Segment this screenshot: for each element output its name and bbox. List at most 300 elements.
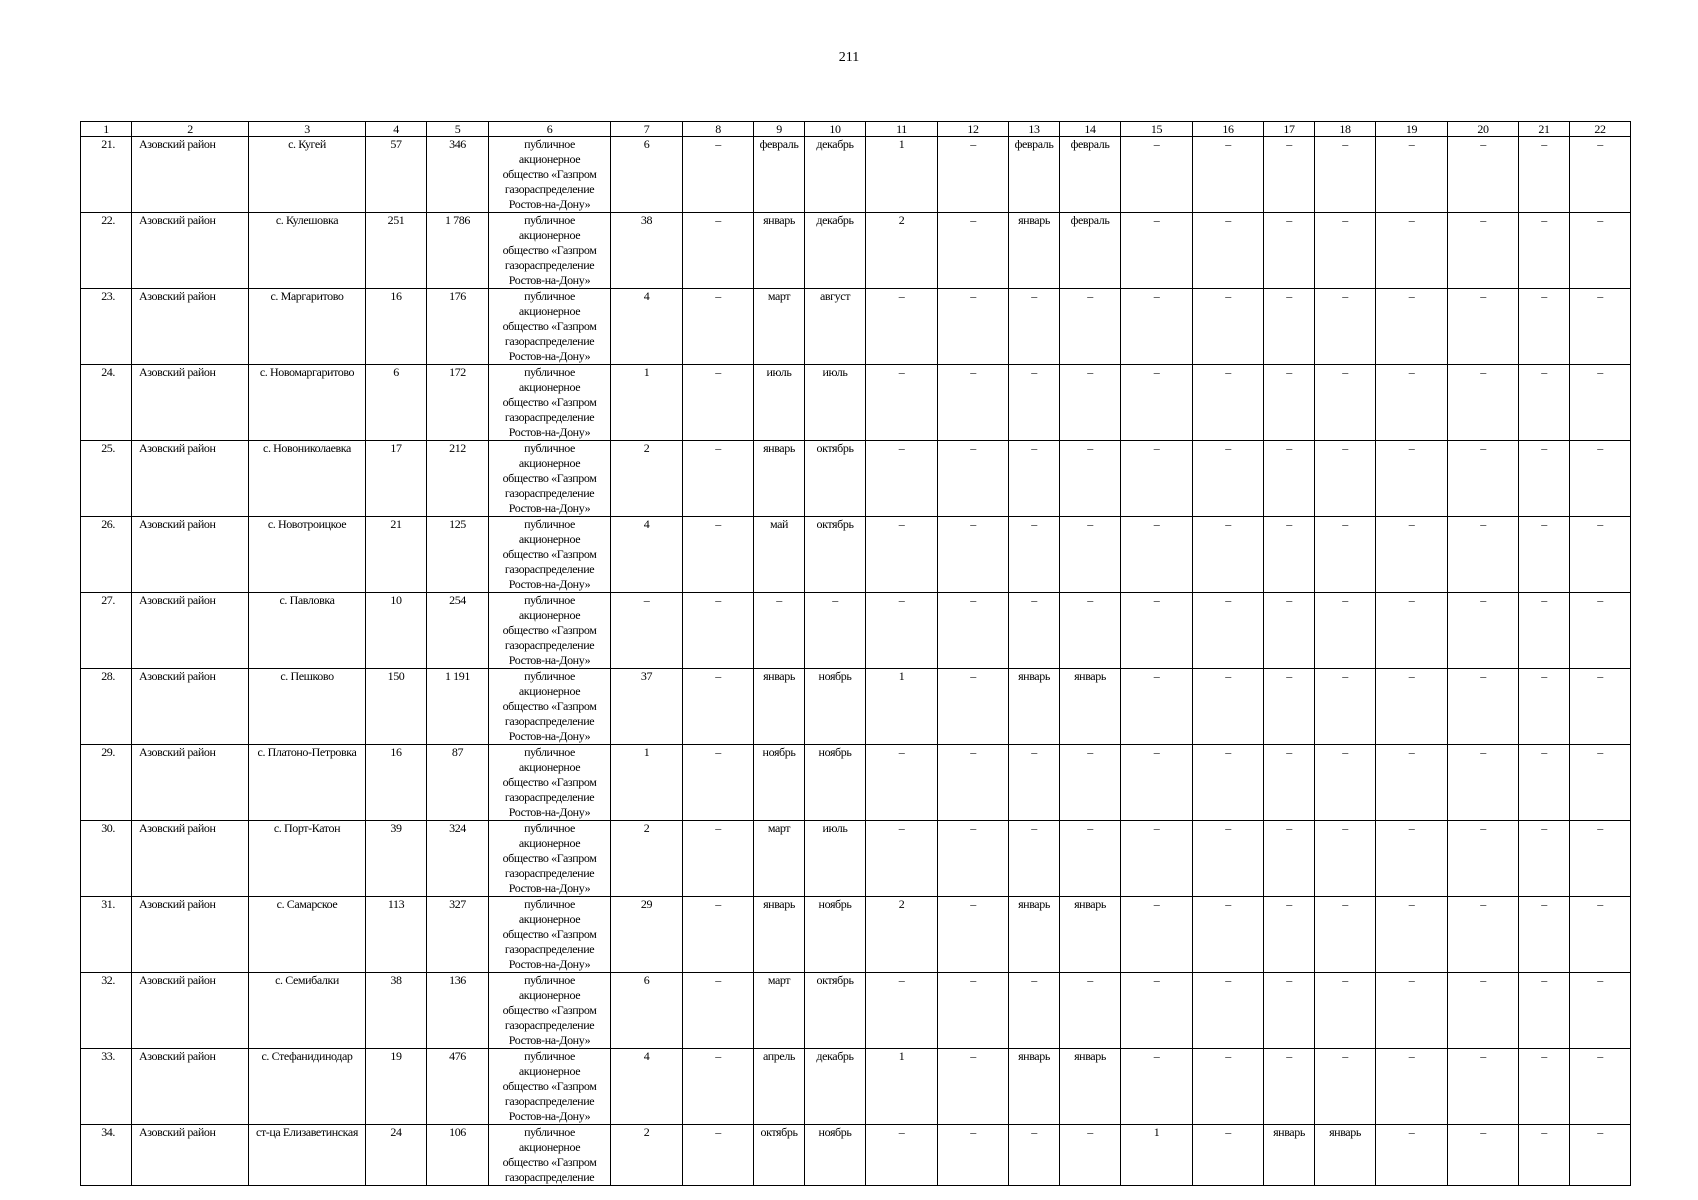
cell-c9: январь xyxy=(754,669,805,745)
cell-c12: – xyxy=(938,593,1009,669)
cell-c5: 1 786 xyxy=(427,213,489,289)
cell-c12: – xyxy=(938,669,1009,745)
operator-line: публичное xyxy=(524,441,575,455)
cell-c20: – xyxy=(1448,1125,1519,1186)
cell-c17: – xyxy=(1264,365,1315,441)
operator-line: газораспределение xyxy=(504,182,595,196)
table-row xyxy=(81,973,1631,1049)
column-header-21: 21 xyxy=(1519,122,1570,137)
operator-line: акционерное xyxy=(518,532,581,546)
cell-district: Азовский район xyxy=(132,1049,249,1125)
cell-c5: 324 xyxy=(427,821,489,897)
cell-c14: – xyxy=(1060,517,1121,593)
cell-c10: октябрь xyxy=(805,441,866,517)
operator-line: публичное xyxy=(524,1049,575,1063)
cell-c11: – xyxy=(866,745,938,821)
cell-c16: – xyxy=(1193,669,1264,745)
cell-c20: – xyxy=(1448,289,1519,365)
cell-c5: 346 xyxy=(427,137,489,213)
operator-line: газораспределение xyxy=(504,486,595,500)
operator-line: акционерное xyxy=(518,304,581,318)
cell-c12: – xyxy=(938,745,1009,821)
cell-n: 33. xyxy=(81,1049,132,1125)
cell-c16: – xyxy=(1193,973,1264,1049)
cell-c18: – xyxy=(1315,213,1376,289)
cell-c12: – xyxy=(938,365,1009,441)
operator-cell xyxy=(489,137,611,213)
operator-line: Ростов-на-Дону» xyxy=(508,577,591,591)
cell-c18: – xyxy=(1315,821,1376,897)
column-header-5: 5 xyxy=(427,122,489,137)
operator-line: акционерное xyxy=(518,1140,581,1154)
cell-c7: 2 xyxy=(611,441,683,517)
cell-c22: – xyxy=(1570,745,1631,821)
cell-c22: – xyxy=(1570,1049,1631,1125)
cell-c13: январь xyxy=(1009,1049,1060,1125)
cell-c14: – xyxy=(1060,745,1121,821)
cell-locality: с. Маргаритово xyxy=(249,289,366,365)
cell-c10: ноябрь xyxy=(805,669,866,745)
cell-c4: 113 xyxy=(366,897,427,973)
column-header-14: 14 xyxy=(1060,122,1121,137)
cell-c22: – xyxy=(1570,441,1631,517)
cell-c12: – xyxy=(938,137,1009,213)
cell-c12: – xyxy=(938,897,1009,973)
cell-c16: – xyxy=(1193,897,1264,973)
cell-c10: ноябрь xyxy=(805,897,866,973)
cell-c5: 106 xyxy=(427,1125,489,1186)
column-header-16: 16 xyxy=(1193,122,1264,137)
cell-c18: – xyxy=(1315,517,1376,593)
operator-line: акционерное xyxy=(518,228,581,242)
column-header-4: 4 xyxy=(366,122,427,137)
cell-c13: февраль xyxy=(1009,137,1060,213)
cell-c11: 1 xyxy=(866,1049,938,1125)
cell-c22: – xyxy=(1570,593,1631,669)
operator-line: публичное xyxy=(524,669,575,683)
column-header-17: 17 xyxy=(1264,122,1315,137)
cell-c7: 37 xyxy=(611,669,683,745)
operator-line: публичное xyxy=(524,1125,575,1139)
cell-c21: – xyxy=(1519,897,1570,973)
cell-c20: – xyxy=(1448,593,1519,669)
cell-c10: – xyxy=(805,593,866,669)
cell-c5: 327 xyxy=(427,897,489,973)
cell-c16: – xyxy=(1193,821,1264,897)
cell-c8: – xyxy=(683,213,754,289)
cell-c14: февраль xyxy=(1060,137,1121,213)
cell-locality: с. Семибалки xyxy=(249,973,366,1049)
cell-c19: – xyxy=(1376,365,1448,441)
cell-c11: – xyxy=(866,821,938,897)
column-header-13: 13 xyxy=(1009,122,1060,137)
cell-c8: – xyxy=(683,821,754,897)
cell-c8: – xyxy=(683,897,754,973)
cell-locality: ст-ца Елизаветинская xyxy=(249,1125,366,1186)
cell-c15: – xyxy=(1121,213,1193,289)
cell-c4: 24 xyxy=(366,1125,427,1186)
cell-c9: март xyxy=(754,973,805,1049)
cell-c9: январь xyxy=(754,213,805,289)
cell-locality: с. Кугей xyxy=(249,137,366,213)
cell-c9: – xyxy=(754,593,805,669)
cell-c11: 1 xyxy=(866,137,938,213)
operator-line: общество «Газпром xyxy=(502,167,597,181)
cell-c15: – xyxy=(1121,669,1193,745)
cell-c14: – xyxy=(1060,441,1121,517)
cell-district: Азовский район xyxy=(132,745,249,821)
cell-district: Азовский район xyxy=(132,365,249,441)
column-header-12: 12 xyxy=(938,122,1009,137)
cell-c8: – xyxy=(683,593,754,669)
cell-district: Азовский район xyxy=(132,289,249,365)
cell-c13: январь xyxy=(1009,213,1060,289)
operator-cell xyxy=(489,745,611,821)
cell-c21: – xyxy=(1519,593,1570,669)
cell-district: Азовский район xyxy=(132,821,249,897)
cell-c19: – xyxy=(1376,517,1448,593)
cell-c18: – xyxy=(1315,973,1376,1049)
cell-c14: – xyxy=(1060,821,1121,897)
cell-locality: с. Кулешовка xyxy=(249,213,366,289)
cell-c13: – xyxy=(1009,1125,1060,1186)
cell-c4: 16 xyxy=(366,745,427,821)
cell-c21: – xyxy=(1519,973,1570,1049)
cell-c10: июль xyxy=(805,821,866,897)
cell-c20: – xyxy=(1448,213,1519,289)
cell-c21: – xyxy=(1519,289,1570,365)
operator-line: публичное xyxy=(524,593,575,607)
column-header-6: 6 xyxy=(489,122,611,137)
cell-district: Азовский район xyxy=(132,517,249,593)
cell-c22: – xyxy=(1570,137,1631,213)
cell-c19: – xyxy=(1376,669,1448,745)
column-header-1: 1 xyxy=(81,122,132,137)
cell-c4: 6 xyxy=(366,365,427,441)
cell-n: 27. xyxy=(81,593,132,669)
operator-line: публичное xyxy=(524,821,575,835)
cell-c20: – xyxy=(1448,1049,1519,1125)
cell-c10: декабрь xyxy=(805,213,866,289)
cell-n: 29. xyxy=(81,745,132,821)
cell-c18: – xyxy=(1315,137,1376,213)
cell-c14: январь xyxy=(1060,897,1121,973)
cell-c9: январь xyxy=(754,441,805,517)
cell-c17: – xyxy=(1264,1049,1315,1125)
cell-c10: октябрь xyxy=(805,973,866,1049)
cell-c12: – xyxy=(938,289,1009,365)
cell-c5: 125 xyxy=(427,517,489,593)
cell-n: 32. xyxy=(81,973,132,1049)
operator-line: публичное xyxy=(524,897,575,911)
operator-line: Ростов-на-Дону» xyxy=(508,881,591,895)
cell-c17: – xyxy=(1264,517,1315,593)
cell-c21: – xyxy=(1519,517,1570,593)
cell-c10: ноябрь xyxy=(805,1125,866,1186)
operator-cell xyxy=(489,897,611,973)
cell-c15: – xyxy=(1121,517,1193,593)
cell-c20: – xyxy=(1448,973,1519,1049)
operator-cell xyxy=(489,365,611,441)
operator-line: Ростов-на-Дону» xyxy=(508,653,591,667)
cell-c4: 17 xyxy=(366,441,427,517)
operator-line: общество «Газпром xyxy=(502,395,597,409)
cell-c12: – xyxy=(938,1049,1009,1125)
operator-line: газораспределение xyxy=(504,714,595,728)
cell-c9: январь xyxy=(754,897,805,973)
cell-c19: – xyxy=(1376,973,1448,1049)
table-row xyxy=(81,1049,1631,1125)
cell-c7: 2 xyxy=(611,1125,683,1186)
table-row xyxy=(81,593,1631,669)
cell-locality: с. Павловка xyxy=(249,593,366,669)
cell-c7: 4 xyxy=(611,517,683,593)
cell-c17: – xyxy=(1264,745,1315,821)
cell-c16: – xyxy=(1193,137,1264,213)
cell-locality: с. Самарское xyxy=(249,897,366,973)
cell-c9: октябрь xyxy=(754,1125,805,1186)
page-number: 211 xyxy=(838,50,860,65)
cell-c22: – xyxy=(1570,669,1631,745)
operator-line: общество «Газпром xyxy=(502,699,597,713)
cell-c11: – xyxy=(866,441,938,517)
operator-line: публичное xyxy=(524,365,575,379)
cell-n: 24. xyxy=(81,365,132,441)
cell-c17: – xyxy=(1264,821,1315,897)
operator-line: газораспределение xyxy=(504,258,595,272)
cell-locality: с. Пешково xyxy=(249,669,366,745)
cell-district: Азовский район xyxy=(132,1125,249,1186)
cell-c15: – xyxy=(1121,289,1193,365)
operator-line: общество «Газпром xyxy=(502,319,597,333)
operator-line: Ростов-на-Дону» xyxy=(508,349,591,363)
operator-line: акционерное xyxy=(518,152,581,166)
cell-c15: – xyxy=(1121,365,1193,441)
cell-c8: – xyxy=(683,137,754,213)
cell-c21: – xyxy=(1519,1125,1570,1186)
cell-c18: январь xyxy=(1315,1125,1376,1186)
cell-c14: – xyxy=(1060,289,1121,365)
cell-n: 21. xyxy=(81,137,132,213)
cell-c4: 10 xyxy=(366,593,427,669)
cell-c19: – xyxy=(1376,137,1448,213)
cell-c22: – xyxy=(1570,289,1631,365)
cell-c22: – xyxy=(1570,821,1631,897)
operator-line: общество «Газпром xyxy=(502,1079,597,1093)
cell-c15: – xyxy=(1121,897,1193,973)
column-header-2: 2 xyxy=(132,122,249,137)
operator-line: публичное xyxy=(524,137,575,151)
cell-c4: 150 xyxy=(366,669,427,745)
cell-c16: – xyxy=(1193,441,1264,517)
cell-district: Азовский район xyxy=(132,973,249,1049)
operator-cell xyxy=(489,289,611,365)
cell-c20: – xyxy=(1448,897,1519,973)
cell-c19: – xyxy=(1376,1125,1448,1186)
table-row xyxy=(81,745,1631,821)
cell-c21: – xyxy=(1519,745,1570,821)
cell-c5: 254 xyxy=(427,593,489,669)
operator-line: общество «Газпром xyxy=(502,1155,597,1169)
cell-c12: – xyxy=(938,517,1009,593)
cell-c22: – xyxy=(1570,1125,1631,1186)
cell-c15: – xyxy=(1121,137,1193,213)
cell-c18: – xyxy=(1315,745,1376,821)
cell-district: Азовский район xyxy=(132,137,249,213)
operator-line: акционерное xyxy=(518,912,581,926)
cell-c4: 21 xyxy=(366,517,427,593)
operator-line: газораспределение xyxy=(504,790,595,804)
cell-c19: – xyxy=(1376,441,1448,517)
column-header-11: 11 xyxy=(866,122,938,137)
operator-line: газораспределение xyxy=(504,942,595,956)
cell-c10: декабрь xyxy=(805,1049,866,1125)
operator-line: Ростов-на-Дону» xyxy=(508,957,591,971)
cell-c8: – xyxy=(683,745,754,821)
cell-c20: – xyxy=(1448,441,1519,517)
cell-c11: 1 xyxy=(866,669,938,745)
operator-line: акционерное xyxy=(518,988,581,1002)
cell-c22: – xyxy=(1570,213,1631,289)
cell-c17: – xyxy=(1264,593,1315,669)
operator-line: газораспределение xyxy=(504,1018,595,1032)
operator-line: газораспределение xyxy=(504,1170,595,1184)
operator-line: газораспределение xyxy=(504,562,595,576)
cell-c11: – xyxy=(866,289,938,365)
cell-c14: – xyxy=(1060,593,1121,669)
cell-c7: 6 xyxy=(611,137,683,213)
cell-c5: 136 xyxy=(427,973,489,1049)
cell-c13: – xyxy=(1009,745,1060,821)
operator-line: Ростов-на-Дону» xyxy=(508,1109,591,1123)
operator-line: Ростов-на-Дону» xyxy=(508,1033,591,1047)
cell-c8: – xyxy=(683,441,754,517)
cell-c9: апрель xyxy=(754,1049,805,1125)
column-header-22: 22 xyxy=(1570,122,1631,137)
operator-line: Ростов-на-Дону» xyxy=(508,425,591,439)
cell-c17: – xyxy=(1264,289,1315,365)
table-row xyxy=(81,821,1631,897)
operator-line: акционерное xyxy=(518,456,581,470)
cell-c13: – xyxy=(1009,821,1060,897)
operator-line: общество «Газпром xyxy=(502,547,597,561)
cell-n: 22. xyxy=(81,213,132,289)
cell-c9: февраль xyxy=(754,137,805,213)
operator-line: акционерное xyxy=(518,608,581,622)
cell-c15: – xyxy=(1121,593,1193,669)
table-row xyxy=(81,441,1631,517)
table-row xyxy=(81,517,1631,593)
operator-cell xyxy=(489,1125,611,1186)
operator-line: акционерное xyxy=(518,760,581,774)
cell-c14: январь xyxy=(1060,669,1121,745)
cell-c13: – xyxy=(1009,289,1060,365)
cell-c19: – xyxy=(1376,289,1448,365)
cell-c11: – xyxy=(866,365,938,441)
cell-c20: – xyxy=(1448,137,1519,213)
cell-c7: 2 xyxy=(611,821,683,897)
operator-line: Ростов-на-Дону» xyxy=(508,273,591,287)
cell-n: 28. xyxy=(81,669,132,745)
column-header-15: 15 xyxy=(1121,122,1193,137)
cell-c9: март xyxy=(754,289,805,365)
cell-c15: – xyxy=(1121,973,1193,1049)
cell-c4: 38 xyxy=(366,973,427,1049)
cell-c14: – xyxy=(1060,365,1121,441)
cell-n: 26. xyxy=(81,517,132,593)
cell-c15: 1 xyxy=(1121,1125,1193,1186)
cell-c11: 2 xyxy=(866,213,938,289)
cell-district: Азовский район xyxy=(132,213,249,289)
cell-c21: – xyxy=(1519,1049,1570,1125)
operator-line: общество «Газпром xyxy=(502,927,597,941)
cell-c19: – xyxy=(1376,745,1448,821)
cell-c18: – xyxy=(1315,593,1376,669)
cell-c5: 172 xyxy=(427,365,489,441)
cell-n: 30. xyxy=(81,821,132,897)
cell-locality: с. Стефанидинодар xyxy=(249,1049,366,1125)
cell-c19: – xyxy=(1376,821,1448,897)
cell-c4: 251 xyxy=(366,213,427,289)
cell-c17: – xyxy=(1264,897,1315,973)
cell-c19: – xyxy=(1376,1049,1448,1125)
cell-c10: октябрь xyxy=(805,517,866,593)
header-row xyxy=(81,122,1631,137)
cell-c7: – xyxy=(611,593,683,669)
cell-c21: – xyxy=(1519,365,1570,441)
cell-c8: – xyxy=(683,517,754,593)
operator-cell xyxy=(489,441,611,517)
operator-line: публичное xyxy=(524,973,575,987)
operator-line: публичное xyxy=(524,517,575,531)
cell-locality: с. Новониколаевка xyxy=(249,441,366,517)
cell-c13: – xyxy=(1009,441,1060,517)
cell-c18: – xyxy=(1315,365,1376,441)
cell-c19: – xyxy=(1376,897,1448,973)
cell-c13: январь xyxy=(1009,669,1060,745)
cell-c16: – xyxy=(1193,365,1264,441)
cell-district: Азовский район xyxy=(132,593,249,669)
column-header-19: 19 xyxy=(1376,122,1448,137)
cell-c20: – xyxy=(1448,517,1519,593)
cell-c20: – xyxy=(1448,821,1519,897)
cell-c16: – xyxy=(1193,1049,1264,1125)
cell-c16: – xyxy=(1193,1125,1264,1186)
operator-line: Ростов-на-Дону» xyxy=(508,805,591,819)
column-header-18: 18 xyxy=(1315,122,1376,137)
cell-c22: – xyxy=(1570,897,1631,973)
cell-c7: 6 xyxy=(611,973,683,1049)
cell-c14: – xyxy=(1060,1125,1121,1186)
cell-locality: с. Порт-Катон xyxy=(249,821,366,897)
operator-line: общество «Газпром xyxy=(502,1003,597,1017)
operator-line: публичное xyxy=(524,289,575,303)
cell-c16: – xyxy=(1193,213,1264,289)
table-row xyxy=(81,289,1631,365)
table-row xyxy=(81,365,1631,441)
cell-c12: – xyxy=(938,1125,1009,1186)
cell-c4: 16 xyxy=(366,289,427,365)
cell-locality: с. Новотроицкое xyxy=(249,517,366,593)
operator-line: публичное xyxy=(524,213,575,227)
cell-c4: 39 xyxy=(366,821,427,897)
cell-c16: – xyxy=(1193,517,1264,593)
cell-c19: – xyxy=(1376,593,1448,669)
cell-c8: – xyxy=(683,365,754,441)
cell-n: 31. xyxy=(81,897,132,973)
operator-cell xyxy=(489,821,611,897)
cell-c21: – xyxy=(1519,213,1570,289)
